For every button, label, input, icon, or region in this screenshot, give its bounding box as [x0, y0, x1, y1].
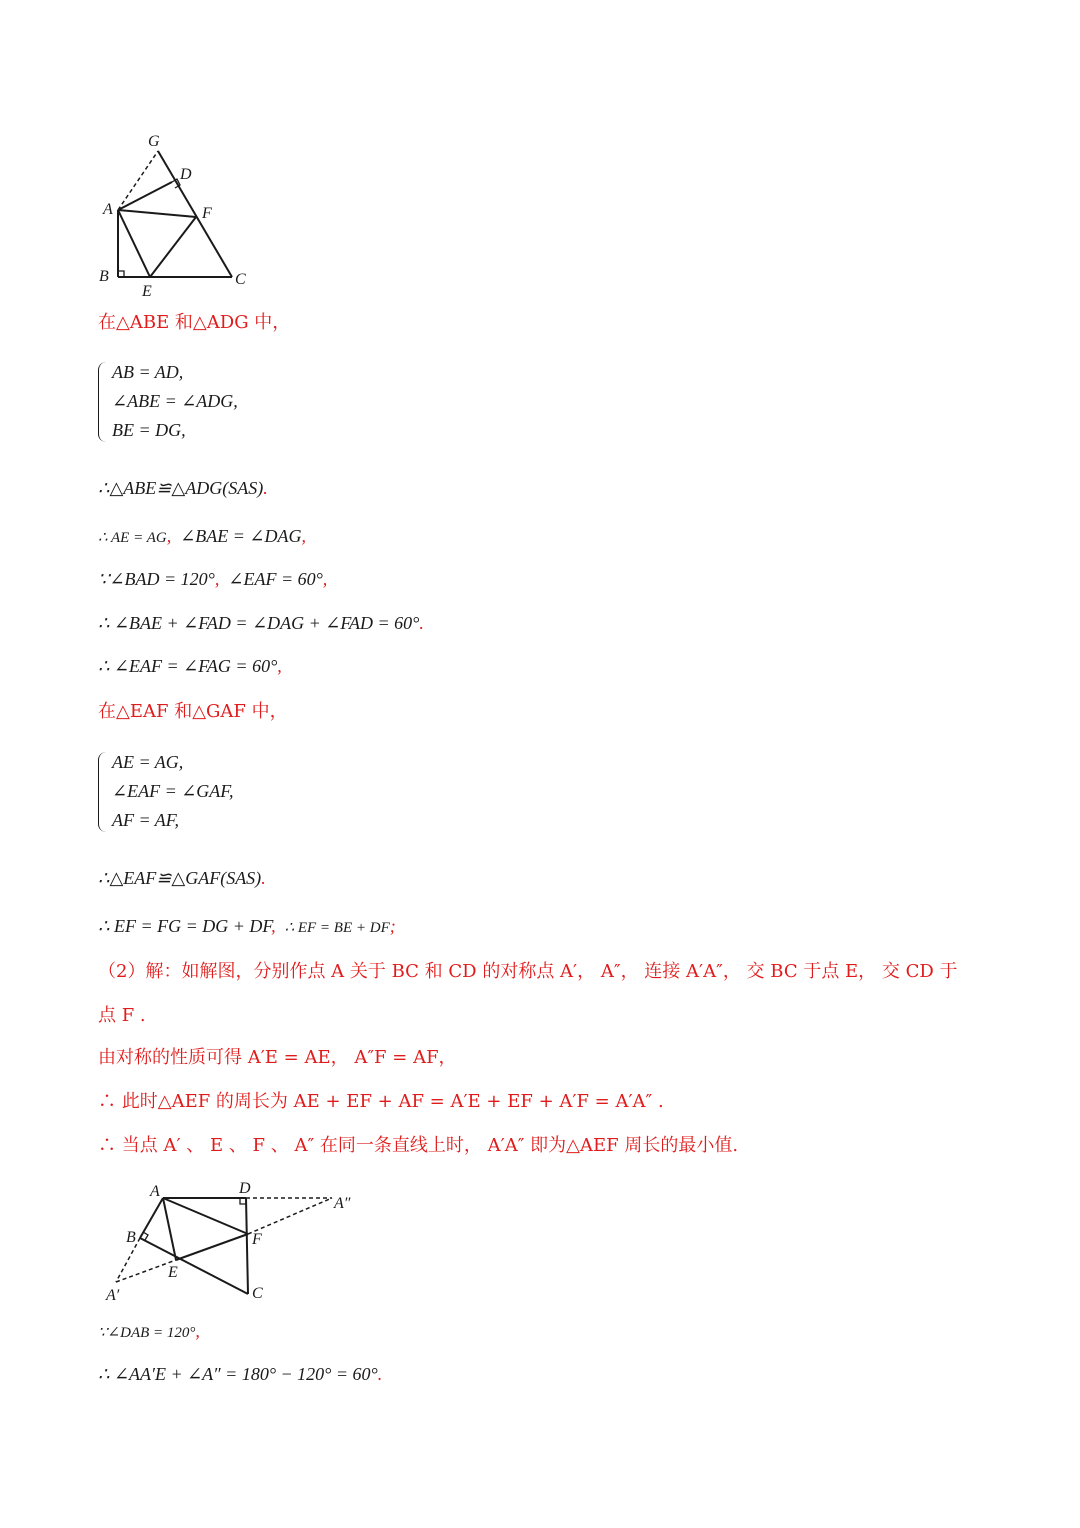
- text-line-12: 由对称的性质可得 A′E = AE， A″F = AF，: [98, 1047, 457, 1068]
- text-line-5: [98, 611, 424, 635]
- system-row: ∠ABE = ∠ADG,: [112, 391, 238, 411]
- text-line-13: ∴ 此时△AEF 的周长为 AE + EF + AF = A′E + EF + A′F = A′A″ .: [98, 1091, 664, 1112]
- congruence-statement: ∴△ABE≌△ADG(SAS): [98, 478, 264, 498]
- equation-ae-ag: ∴ AE = AG: [98, 530, 167, 546]
- text-line-6: [98, 654, 282, 678]
- text-line-15: [98, 1319, 200, 1345]
- text-line-2: [98, 476, 268, 500]
- brace: [98, 752, 107, 832]
- angle-equality: ∴ ∠EAF = ∠FAG = 60°: [98, 656, 278, 676]
- angle-sum-result: ∴ ∠AA′E + ∠A″ = 180° − 120° = 60°: [98, 1364, 378, 1384]
- system-row: AE = AG,: [112, 752, 184, 772]
- text-line-3: [98, 524, 306, 550]
- figure-1-diagram: [90, 126, 260, 301]
- comma: ,: [271, 916, 276, 936]
- system-row: ∠EAF = ∠GAF,: [112, 781, 234, 801]
- equation-angle-bae: ∠BAE = ∠DAG: [180, 526, 302, 546]
- system-row: BE = DG,: [112, 420, 186, 440]
- period: .: [377, 1364, 383, 1384]
- congruence-statement: ∴△EAF≌△GAF(SAS): [98, 868, 262, 888]
- label-f: F: [202, 205, 212, 222]
- figure-2-diagram: [100, 1176, 360, 1306]
- given-angle-bad: ∵∠BAD = 120°: [98, 569, 215, 589]
- semicolon: ;: [389, 916, 396, 936]
- angle-sum-equation: ∴ ∠BAE + ∠FAD = ∠DAG + ∠FAD = 60°: [98, 613, 420, 633]
- period: .: [261, 868, 266, 888]
- comma: ,: [166, 526, 172, 546]
- equation-ef-fg: ∴ EF = FG = DG + DF: [98, 916, 272, 936]
- label-c: C: [252, 1285, 263, 1302]
- given-angle-dab: ∵∠DAB = 120°: [98, 1325, 196, 1341]
- label-b: B: [99, 268, 109, 285]
- given-angle-eaf: ∠EAF = 60°: [228, 569, 323, 589]
- label-a-double-prime: A″: [334, 1195, 351, 1212]
- label-d: D: [180, 166, 192, 183]
- label-d: D: [239, 1180, 251, 1197]
- label-a-prime: A′: [106, 1287, 120, 1304]
- period: .: [419, 613, 424, 633]
- label-a: A: [150, 1183, 160, 1200]
- label-f: F: [252, 1231, 262, 1248]
- brace: [98, 362, 107, 442]
- label-e: E: [168, 1264, 178, 1281]
- label-g: G: [148, 133, 160, 150]
- comma: ,: [301, 526, 306, 546]
- equation-ef-be-df: ∴ EF = BE + DF: [284, 920, 390, 936]
- text-line-14: ∴ 当点 A′ 、 E 、 F 、 A″ 在同一条直线上时， A′A″ 即为△AEF 周长的最小值.: [98, 1135, 739, 1156]
- comma: ,: [322, 569, 328, 589]
- system-row: AF = AF,: [112, 810, 179, 830]
- comma: ,: [277, 656, 282, 676]
- text-line-10: （2）解：如解图，分别作点 A 关于 BC 和 CD 的对称点 A′， A″， 连接 A′A″， 交 BC 于点 E， 交 CD 于: [98, 961, 958, 982]
- comma: ,: [195, 1321, 200, 1341]
- text-line-8: [98, 866, 266, 890]
- label-a: A: [103, 201, 113, 218]
- text-line-11: 点 F .: [98, 1005, 146, 1026]
- comma: ,: [214, 569, 220, 589]
- text-line-16: [98, 1362, 382, 1386]
- label-b: B: [126, 1229, 136, 1246]
- text-line-7: 在△EAF 和△GAF 中，: [98, 701, 288, 722]
- text-line-9: [98, 914, 396, 940]
- label-c: C: [235, 271, 246, 288]
- period: .: [263, 478, 268, 498]
- text-line-1: 在△ABE 和△ADG 中，: [98, 312, 291, 333]
- system-row: AB = AD,: [112, 362, 184, 382]
- label-e: E: [142, 283, 152, 300]
- text-line-4: [98, 567, 327, 591]
